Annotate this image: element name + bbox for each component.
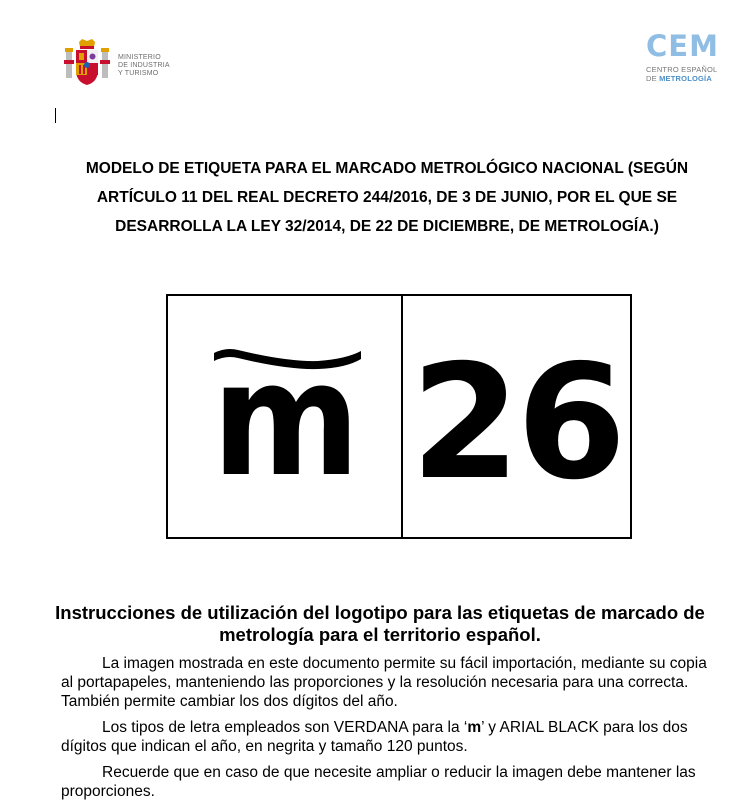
paragraph-text: Los tipos de letra empleados son VERDANA para la ‘ [102,719,468,736]
document-title: MODELO DE ETIQUETA PARA EL MARCADO METROLÓGICO NACIONAL (SEGÚN ARTÍCULO 11 DEL REAL DECRETO 244/2016, DE 3 DE JUNIO, POR EL QUE SE DESARROLLA LA LEY 32/2014, DE 22 DE DICIEMBRE, DE METROLOGÍA.) [85,160,689,235]
paragraph-text: ’ y ARIAL BLACK para los dos dígitos que indican el año, en negrita y tamaño 120 puntos. [61,719,688,755]
cem-name-line2 [646,74,712,83]
cem-name-line1: CENTRO ESPAÑOL [646,65,718,74]
paragraph-text: Recuerde que en caso de que necesite ampliar o reducir la imagen debe mantener las proporciones. [61,764,696,800]
cem-letters: CEM [646,29,719,63]
m-tilde-symbol [168,296,401,537]
mark-letter: m [212,328,360,512]
text-cursor [55,108,56,123]
ministry-line: MINISTERIO [118,54,161,61]
cem-name-emph: METROLOGÍA [659,74,712,83]
ministry-logo [62,38,212,90]
metrology-mark [166,294,632,539]
cem-logo [640,30,726,86]
ministry-line: DE INDUSTRIA [118,62,170,69]
instructions-paragraph [61,654,711,711]
ministry-name [118,54,170,78]
mark-letter-cell [168,296,401,537]
cem-name-prefix: DE [646,74,660,83]
instructions-paragraph [61,718,711,756]
paragraph-text: La imagen mostrada en este documento permite su fácil importación, mediante su copia al portapapeles, manteniendo las proporciones y la resolución necesaria para una correcta. También permite cambiar los dos dígitos del año. [61,655,707,710]
coat-of-arms-icon [62,38,112,88]
ministry-line: Y TURISMO [118,70,159,77]
mark-year-digits: 26 [410,331,623,515]
instructions-paragraph [61,763,711,801]
paragraph-emph-m: m [467,719,482,736]
mark-year-cell [403,296,630,537]
instructions-heading: Instrucciones de utilización del logotipo para las etiquetas de marcado de metrología para el territorio español. [55,602,705,645]
